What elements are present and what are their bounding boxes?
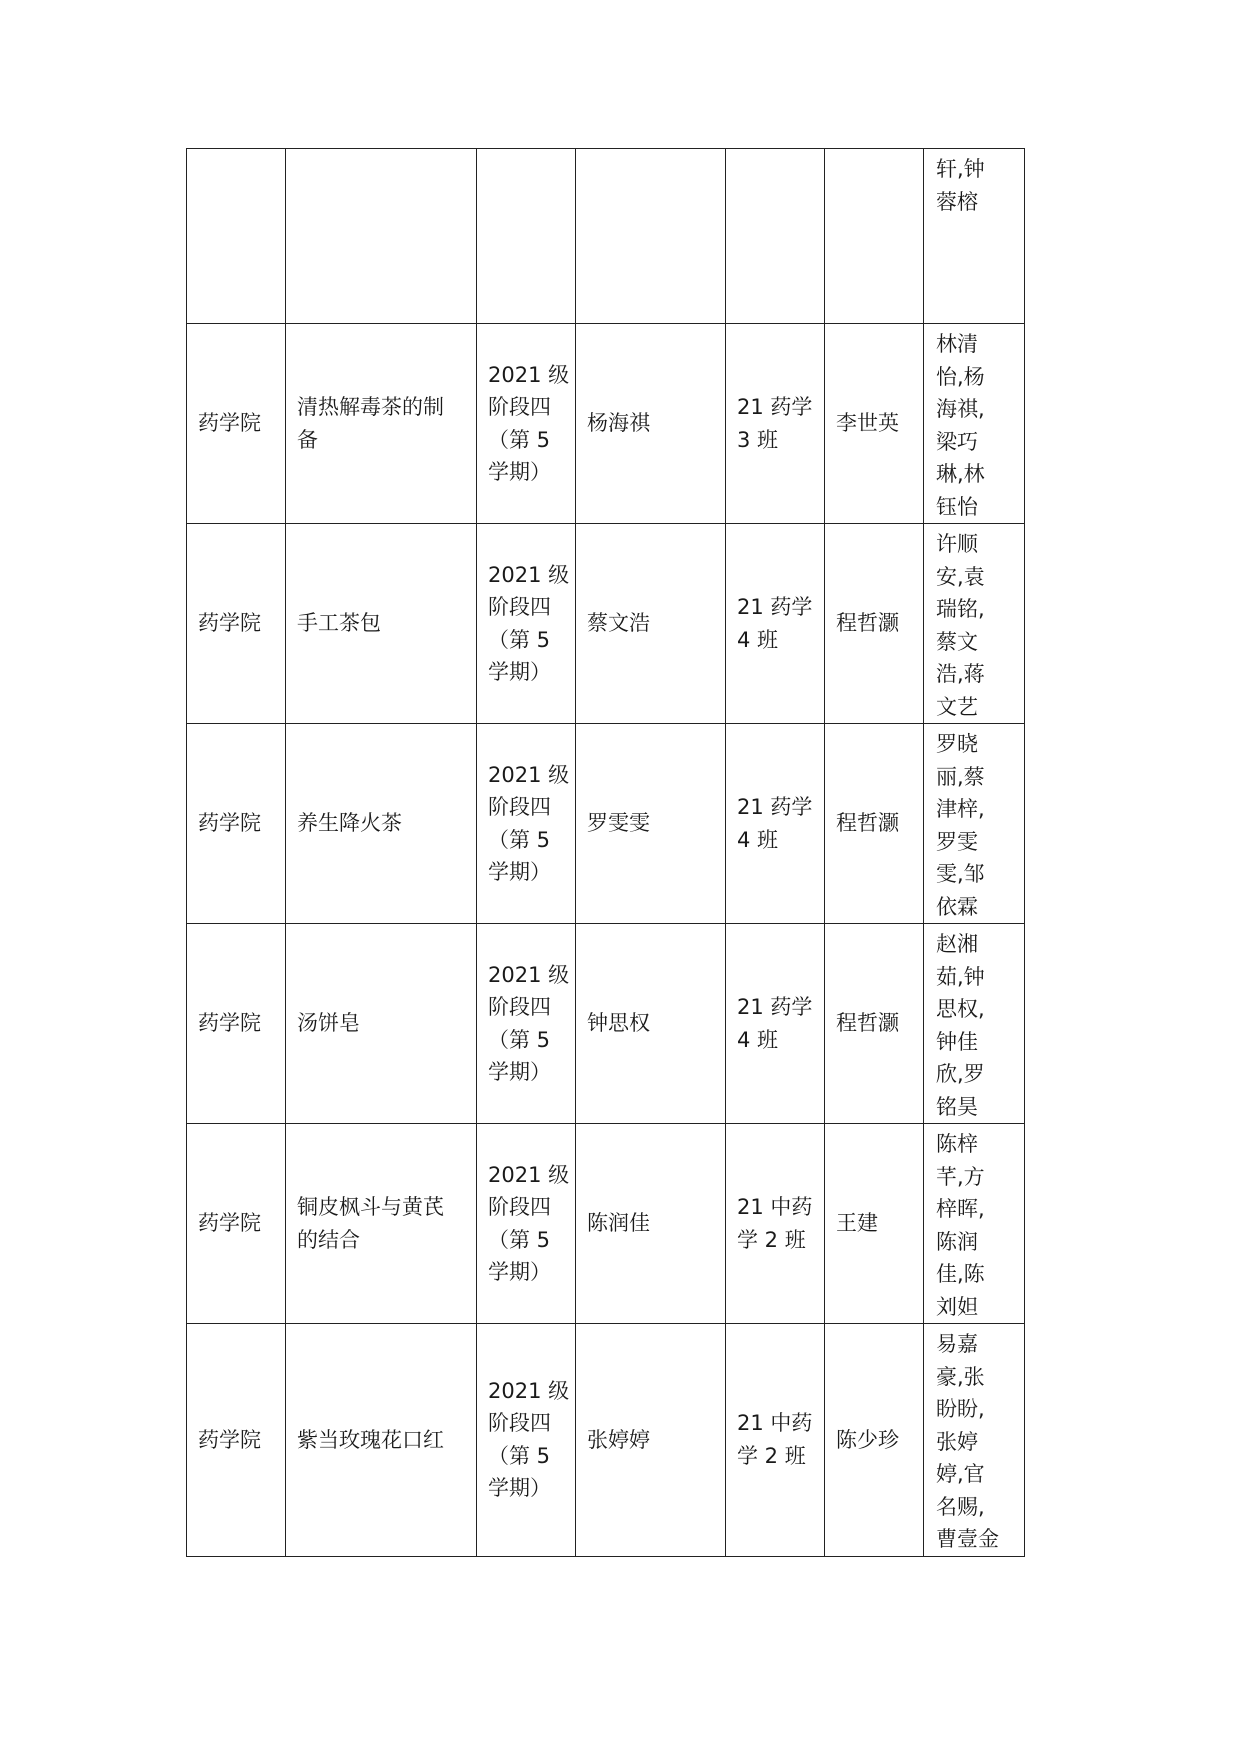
phase-cell [477, 724, 576, 924]
leader-cell: 蔡文浩 [576, 524, 726, 724]
phase-line: 学期） [488, 860, 551, 884]
project-line: 清热解毒茶的制 [297, 395, 444, 419]
members-line: 文艺 [936, 694, 978, 719]
phase-line: （第 5 [488, 427, 551, 452]
college-cell: 药学院 [187, 324, 286, 524]
class-line: 4 班 [737, 827, 779, 852]
class-line: 21 药学 [737, 995, 813, 1019]
college-cell: 药学院 [187, 1324, 286, 1557]
members-line: 许顺 [936, 532, 978, 556]
members-line: 依霖 [936, 894, 978, 919]
class-cell [726, 524, 825, 724]
class-line: 学 2 班 [737, 1227, 806, 1252]
class-line: 21 中药 [737, 1411, 813, 1436]
members-cell [924, 149, 1025, 324]
members-line: 豪,张 [936, 1364, 985, 1389]
class-cell [726, 324, 825, 524]
project-line: 的结合 [297, 1227, 360, 1252]
project-line: 养生降火茶 [297, 811, 402, 836]
members-cell [924, 724, 1025, 924]
college-cell: 药学院 [187, 1124, 286, 1324]
members-line: 茹,钟 [936, 964, 985, 989]
class-line: 21 中药 [737, 1195, 813, 1219]
phase-line: 阶段四 [488, 995, 551, 1019]
class-cell [726, 149, 825, 324]
leader-cell: 陈润佳 [576, 1124, 726, 1324]
class-line: 学 2 班 [737, 1443, 806, 1468]
phase-line: 2021 级 [488, 1378, 570, 1403]
table-row [187, 524, 1025, 724]
project-line: 手工茶包 [297, 611, 381, 636]
members-line: 蔡文 [936, 629, 978, 654]
phase-line: 阶段四 [488, 1195, 551, 1219]
class-line: 21 药学 [737, 395, 813, 419]
phase-line: 阶段四 [488, 795, 551, 819]
college-cell [187, 149, 286, 324]
members-line: 琳,林 [936, 462, 985, 486]
phase-line: 2021 级 [488, 362, 570, 387]
members-line: 瑞铭, [936, 597, 985, 621]
members-line: 罗晓 [936, 732, 978, 756]
phase-cell [477, 524, 576, 724]
members-line: 陈润 [936, 1229, 978, 1254]
members-line: 蓉榕 [936, 189, 978, 214]
project-line: 紫当玫瑰花口红 [297, 1427, 444, 1452]
members-line: 曹壹金 [936, 1527, 999, 1551]
project-cell [286, 524, 477, 724]
leader-cell: 罗雯雯 [576, 724, 726, 924]
members-line: 浩,蒋 [936, 662, 985, 686]
project-cell [286, 724, 477, 924]
teacher-cell: 程哲灏 [825, 524, 924, 724]
project-cell [286, 1124, 477, 1324]
class-line: 4 班 [737, 627, 779, 652]
table-body [187, 149, 1025, 1557]
class-line: 21 药学 [737, 595, 813, 619]
members-line: 雯,邹 [936, 862, 985, 886]
project-cell [286, 924, 477, 1124]
phase-line: （第 5 [488, 1443, 551, 1468]
leader-cell: 杨海祺 [576, 324, 726, 524]
members-line: 钟佳 [936, 1029, 978, 1054]
members-line: 盼盼, [936, 1397, 985, 1421]
phase-line: 学期） [488, 1060, 551, 1084]
leader-cell: 张婷婷 [576, 1324, 726, 1557]
phase-line: 2021 级 [488, 762, 570, 787]
phase-line: 阶段四 [488, 1411, 551, 1436]
phase-line: 2021 级 [488, 562, 570, 587]
phase-cell [477, 1324, 576, 1557]
members-line: 林清 [936, 332, 978, 356]
college-cell: 药学院 [187, 924, 286, 1124]
project-table [186, 148, 1025, 1557]
members-line: 梓晖, [936, 1197, 985, 1221]
college-cell: 药学院 [187, 724, 286, 924]
project-line: 备 [297, 427, 318, 452]
members-line: 丽,蔡 [936, 764, 985, 789]
project-line: 铜皮枫斗与黄芪 [297, 1195, 444, 1219]
phase-line: 学期） [488, 660, 551, 684]
members-line: 津梓, [936, 797, 985, 821]
members-line: 易嘉 [936, 1332, 978, 1356]
members-line: 梁巧 [936, 429, 978, 454]
college-cell: 药学院 [187, 524, 286, 724]
class-cell [726, 1124, 825, 1324]
project-line: 汤饼皂 [297, 1011, 360, 1036]
phase-line: （第 5 [488, 1227, 551, 1252]
class-line: 4 班 [737, 1027, 779, 1052]
teacher-cell: 李世英 [825, 324, 924, 524]
phase-cell [477, 924, 576, 1124]
table-row [187, 324, 1025, 524]
project-cell [286, 1324, 477, 1557]
table-row [187, 724, 1025, 924]
members-line: 欣,罗 [936, 1062, 985, 1086]
table-row-continued [187, 149, 1025, 324]
phase-line: 阶段四 [488, 595, 551, 619]
members-cell [924, 924, 1025, 1124]
table-row [187, 1324, 1025, 1557]
phase-line: 2021 级 [488, 962, 570, 987]
class-line: 3 班 [737, 427, 779, 452]
members-line: 海祺, [936, 397, 985, 421]
members-line: 刘妲 [936, 1294, 978, 1319]
members-line: 罗雯 [936, 829, 978, 854]
phase-line: 学期） [488, 1476, 551, 1501]
teacher-cell: 程哲灏 [825, 724, 924, 924]
project-cell [286, 324, 477, 524]
leader-cell: 钟思权 [576, 924, 726, 1124]
phase-line: 2021 级 [488, 1162, 570, 1187]
members-line: 佳,陈 [936, 1262, 985, 1286]
phase-line: （第 5 [488, 627, 551, 652]
members-line: 赵湘 [936, 932, 978, 956]
members-line: 名赐, [936, 1494, 985, 1519]
phase-cell [477, 149, 576, 324]
teacher-cell: 程哲灏 [825, 924, 924, 1124]
teacher-cell: 陈少珍 [825, 1324, 924, 1557]
table-row [187, 1124, 1025, 1324]
project-cell [286, 149, 477, 324]
phase-line: 学期） [488, 1260, 551, 1284]
members-line: 芊,方 [936, 1164, 985, 1189]
members-line: 陈梓 [936, 1132, 978, 1156]
phase-cell [477, 1124, 576, 1324]
members-line: 怡,杨 [936, 364, 985, 389]
class-cell [726, 924, 825, 1124]
teacher-cell [825, 149, 924, 324]
class-line: 21 药学 [737, 795, 813, 819]
teacher-cell: 王建 [825, 1124, 924, 1324]
phase-line: （第 5 [488, 1027, 551, 1052]
phase-line: 阶段四 [488, 395, 551, 419]
phase-cell [477, 324, 576, 524]
phase-line: （第 5 [488, 827, 551, 852]
leader-cell [576, 149, 726, 324]
members-line: 婷,官 [936, 1462, 985, 1486]
class-cell [726, 724, 825, 924]
members-line: 铭昊 [936, 1094, 978, 1119]
members-cell [924, 1124, 1025, 1324]
table-row [187, 924, 1025, 1124]
members-cell [924, 1324, 1025, 1557]
members-line: 钰怡 [936, 494, 978, 519]
members-cell [924, 524, 1025, 724]
phase-line: 学期） [488, 460, 551, 484]
members-line: 思权, [936, 997, 985, 1021]
members-cell [924, 324, 1025, 524]
class-cell [726, 1324, 825, 1557]
members-line: 轩,钟 [936, 157, 985, 181]
members-line: 张婷 [936, 1429, 978, 1454]
members-line: 安,袁 [936, 564, 985, 589]
